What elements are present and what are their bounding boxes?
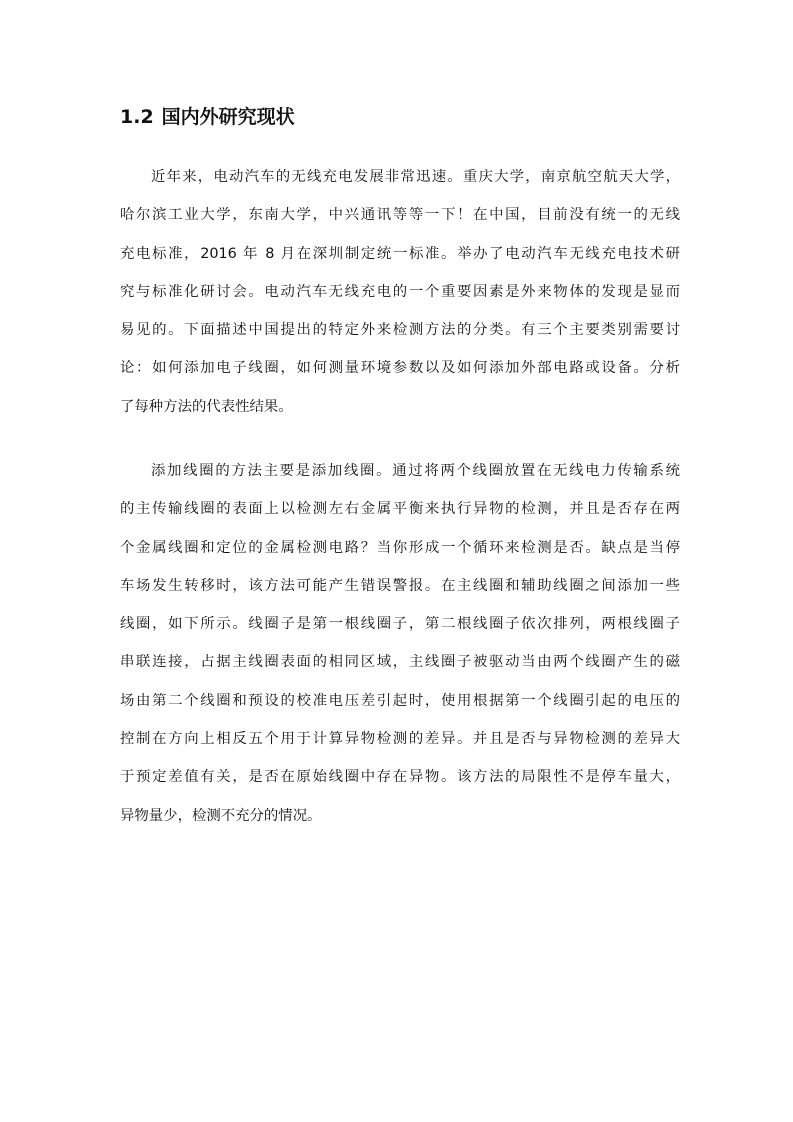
- text-line: 近年来，电动汽车的无线充电发展非常迅速。重庆大学，南京航空航天大学，: [151, 169, 680, 185]
- text-line: 于预定差值有关，是否在原始线圈中存在异物。该方法的局限性不是停车量大，: [120, 769, 680, 786]
- section-title: 国内外研究现状: [161, 106, 295, 128]
- text-line: 论：如何添加电子线圈，如何测量环境参数以及如何添加外部电路或设备。分析: [120, 360, 680, 377]
- text-line: 个金属线圈和定位的金属检测电路？当你形成一个循环来检测是否。缺点是当停: [120, 539, 680, 556]
- text-line: 易见的。下面描述中国提出的特定外来检测方法的分类。有三个主要类别需要讨: [120, 322, 680, 339]
- text-line: 充电标准，2016 年 8 月在深圳制定统一标准。举办了电动汽车无线充电技术研: [120, 245, 680, 262]
- text-line: 究与标准化研讨会。电动汽车无线充电的一个重要因素是外来物体的发现是显而: [120, 283, 680, 300]
- section-heading: [120, 104, 295, 130]
- section-number: 1.2: [120, 106, 154, 128]
- text-line: 的主传输线圈的表面上以检测左右金属平衡来执行异物的检测，并且是否存在两: [120, 501, 680, 518]
- paragraph-2: [120, 452, 680, 835]
- text-line: 哈尔滨工业大学，东南大学，中兴通讯等等一下！在中国，目前没有统一的无线: [120, 207, 680, 224]
- paragraph-1: [120, 158, 680, 426]
- text-line: 场由第二个线圈和预设的校准电压差引起时，使用根据第一个线圈引起的电压的: [120, 692, 680, 709]
- text-line: 异物量少，检测不充分的情况。: [120, 807, 322, 824]
- text-line: 了每种方法的代表性结果。: [120, 398, 293, 415]
- text-line: 车场发生转移时，该方法可能产生错误警报。在主线圈和辅助线圈之间添加一些: [120, 577, 680, 594]
- text-line: 线圈，如下所示。线圈子是第一根线圈子，第二根线圈子依次排列，两根线圈子: [120, 616, 680, 633]
- text-line: 控制在方向上相反五个用于计算异物检测的差异。并且是否与异物检测的差异大: [120, 731, 680, 748]
- text-line: 添加线圈的方法主要是添加线圈。通过将两个线圈放置在无线电力传输系统: [151, 463, 680, 479]
- text-line: 串联连接，占据主线圈表面的相同区域，主线圈子被驱动当由两个线圈产生的磁: [120, 654, 680, 671]
